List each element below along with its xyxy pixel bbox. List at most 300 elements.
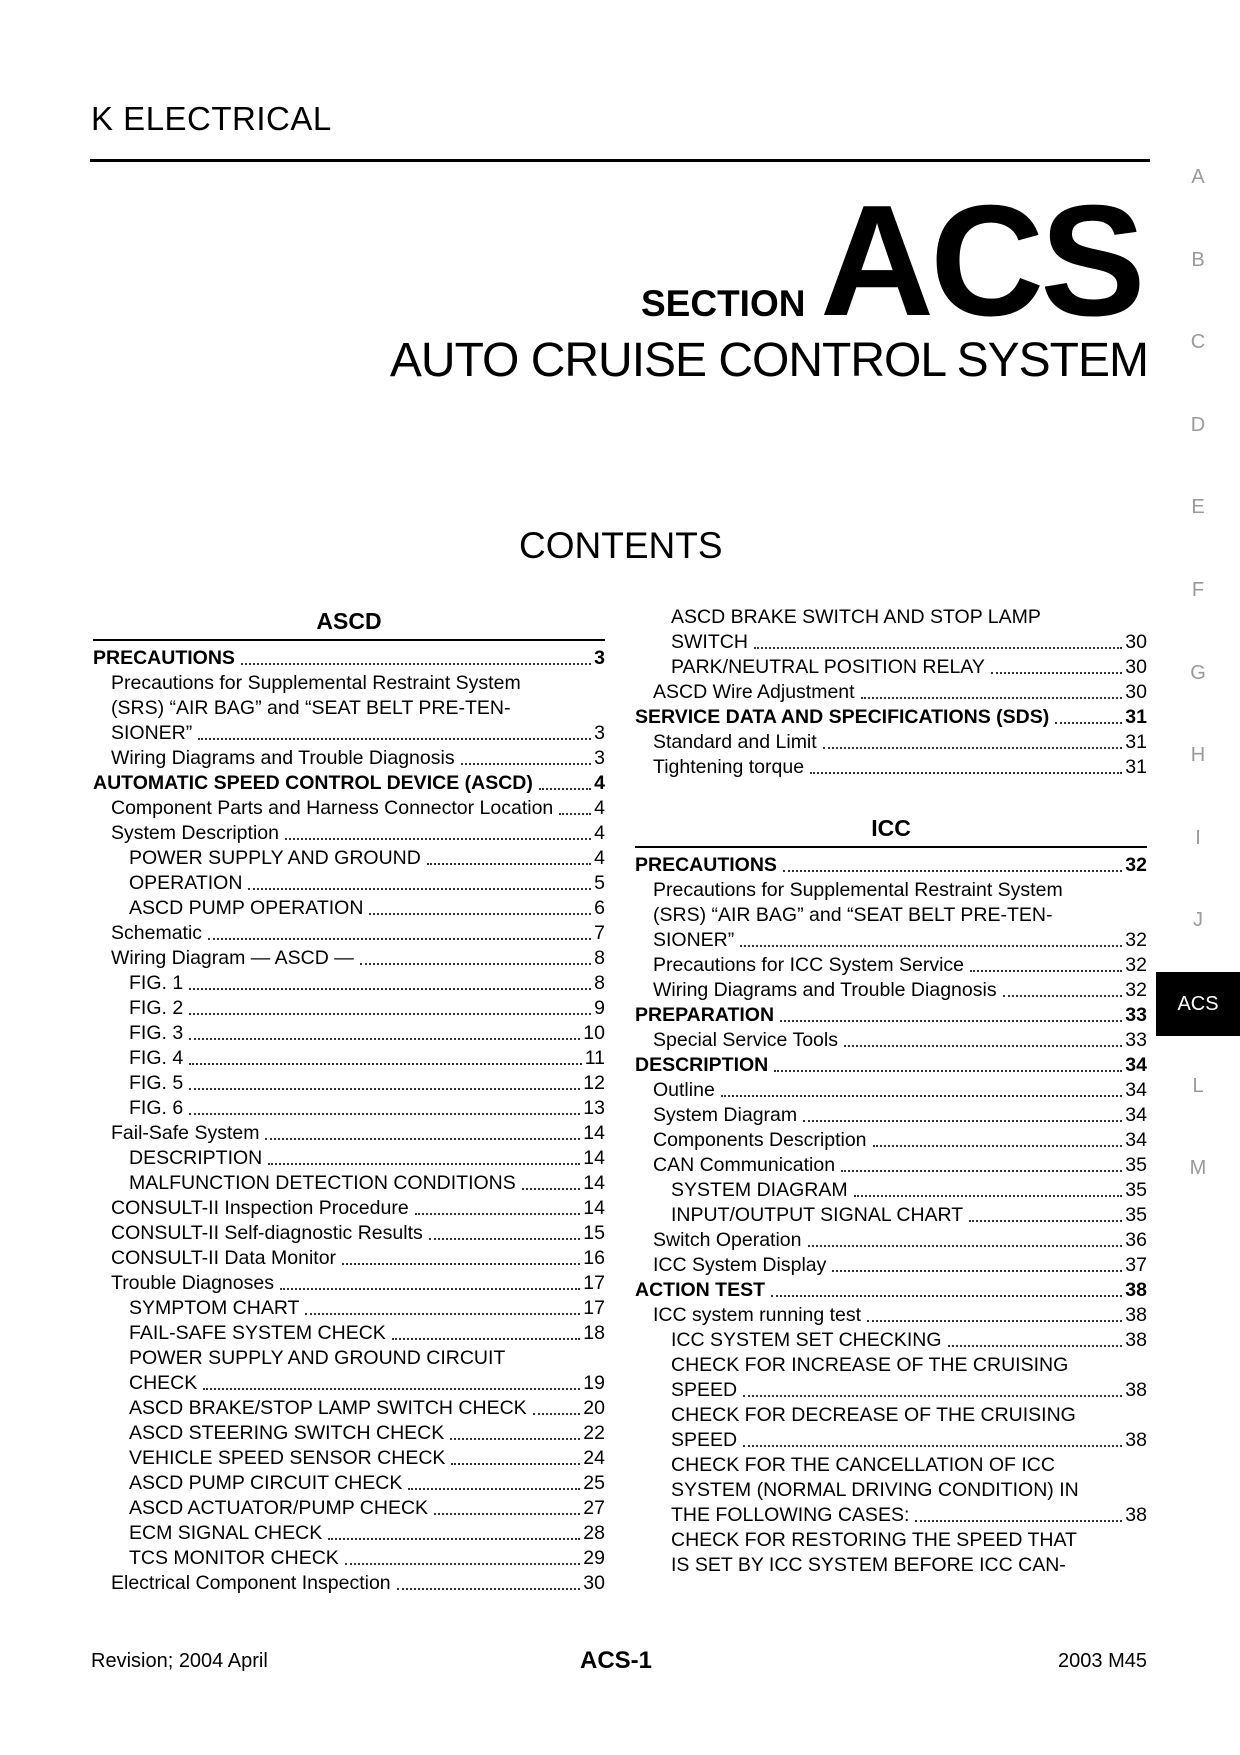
toc-entry[interactable] bbox=[635, 1353, 1147, 1378]
toc-entry-title: Fail-Safe System bbox=[111, 1122, 260, 1144]
toc-entry-page: 5 bbox=[594, 872, 605, 894]
toc-entry[interactable] bbox=[93, 1496, 605, 1521]
toc-entry-title: Wiring Diagrams and Trouble Diagnosis bbox=[111, 747, 455, 769]
toc-leader-dots bbox=[740, 945, 1122, 947]
toc-entry[interactable] bbox=[93, 1071, 605, 1096]
toc-leader-dots bbox=[285, 838, 591, 840]
toc-leader-dots bbox=[780, 1020, 1122, 1022]
toc-entry[interactable] bbox=[635, 953, 1147, 978]
toc-entry[interactable] bbox=[635, 903, 1147, 928]
toc-entry-page: 38 bbox=[1125, 1304, 1147, 1326]
toc-entry[interactable] bbox=[635, 1078, 1147, 1103]
toc-leader-dots bbox=[451, 1463, 580, 1465]
toc-entry[interactable] bbox=[635, 1553, 1147, 1578]
toc-entry[interactable] bbox=[93, 671, 605, 696]
toc-entry-page: 33 bbox=[1125, 1004, 1147, 1026]
toc-entry[interactable] bbox=[93, 1421, 605, 1446]
toc-leader-dots bbox=[539, 788, 591, 790]
toc-leader-dots bbox=[345, 1563, 580, 1565]
toc-entry[interactable] bbox=[93, 796, 605, 821]
toc-entry-title: SIONER” bbox=[653, 929, 735, 951]
toc-entry-title: PREPARATION bbox=[635, 1004, 775, 1026]
toc-entry-title: Wiring Diagram — ASCD — bbox=[111, 947, 354, 969]
toc-entry-page: 17 bbox=[583, 1297, 605, 1319]
toc-entry-title: FIG. 5 bbox=[129, 1072, 184, 1094]
header-rule bbox=[90, 159, 1150, 162]
toc-entry-title: AUTOMATIC SPEED CONTROL DEVICE (ASCD) bbox=[93, 772, 533, 794]
toc-entry-page: 10 bbox=[583, 1022, 605, 1044]
toc-entry-title: FIG. 1 bbox=[129, 972, 184, 994]
toc-entry-title: Trouble Diagnoses bbox=[111, 1272, 274, 1294]
toc-list-ascd bbox=[93, 646, 605, 1596]
section-tab-g[interactable]: G bbox=[1190, 661, 1206, 684]
toc-leader-dots bbox=[948, 1345, 1123, 1347]
toc-leader-dots bbox=[268, 1163, 580, 1165]
toc-entry-title: VEHICLE SPEED SENSOR CHECK bbox=[129, 1447, 446, 1469]
toc-entry[interactable] bbox=[635, 680, 1147, 705]
toc-entry-page: 34 bbox=[1125, 1129, 1147, 1151]
toc-leader-dots bbox=[408, 1488, 580, 1490]
toc-entry-title: PRECAUTIONS bbox=[635, 854, 777, 876]
toc-entry[interactable] bbox=[635, 630, 1147, 655]
toc-leader-dots bbox=[198, 738, 591, 740]
toc-leader-dots bbox=[461, 763, 592, 765]
toc-entry[interactable] bbox=[93, 946, 605, 971]
toc-entry-page: 30 bbox=[1125, 631, 1147, 653]
toc-entry-title: Component Parts and Harness Connector Location bbox=[111, 797, 554, 819]
toc-entry[interactable] bbox=[635, 1228, 1147, 1253]
toc-entry-title: ASCD BRAKE SWITCH AND STOP LAMP bbox=[671, 606, 1041, 628]
toc-entry[interactable] bbox=[635, 1103, 1147, 1128]
toc-leader-dots bbox=[810, 772, 1122, 774]
toc-entry[interactable] bbox=[93, 1471, 605, 1496]
toc-entry-title: Schematic bbox=[111, 922, 203, 944]
toc-entry-page: 20 bbox=[583, 1397, 605, 1419]
toc-entry-title: PARK/NEUTRAL POSITION RELAY bbox=[671, 656, 985, 678]
toc-entry[interactable] bbox=[93, 846, 605, 871]
toc-entry-page: 32 bbox=[1125, 929, 1147, 951]
toc-heading-rule bbox=[93, 639, 605, 641]
chapter-title: K ELECTRICAL bbox=[91, 100, 332, 137]
section-tab-h[interactable]: H bbox=[1190, 744, 1206, 767]
toc-leader-dots bbox=[189, 1038, 580, 1040]
toc-entry-title: ASCD Wire Adjustment bbox=[653, 681, 855, 703]
toc-entry[interactable] bbox=[635, 1153, 1147, 1178]
toc-leader-dots bbox=[1055, 722, 1122, 724]
toc-entry-title: CHECK bbox=[129, 1372, 198, 1394]
toc-entry[interactable] bbox=[93, 646, 605, 671]
toc-entry[interactable] bbox=[635, 928, 1147, 953]
toc-entry-title: ASCD PUMP CIRCUIT CHECK bbox=[129, 1472, 403, 1494]
toc-entry[interactable] bbox=[635, 978, 1147, 1003]
toc-leader-dots bbox=[189, 1063, 582, 1065]
section-tab-b[interactable]: B bbox=[1191, 248, 1205, 271]
toc-entry-title: SERVICE DATA AND SPECIFICATIONS (SDS) bbox=[635, 706, 1050, 728]
section-label: SECTION bbox=[641, 283, 806, 324]
toc-entry[interactable] bbox=[93, 1046, 605, 1071]
toc-entry-title: FIG. 6 bbox=[129, 1097, 184, 1119]
toc-entry[interactable] bbox=[635, 1128, 1147, 1153]
toc-entry-title: OPERATION bbox=[129, 872, 243, 894]
toc-entry-page: 9 bbox=[594, 997, 605, 1019]
toc-entry-title: System Diagram bbox=[653, 1104, 798, 1126]
toc-entry-title: THE FOLLOWING CASES: bbox=[671, 1504, 910, 1526]
toc-entry-page: 34 bbox=[1125, 1079, 1147, 1101]
toc-entry[interactable] bbox=[93, 1096, 605, 1121]
toc-entry[interactable] bbox=[635, 1303, 1147, 1328]
toc-leader-dots bbox=[434, 1513, 580, 1515]
toc-leader-dots bbox=[189, 1113, 580, 1115]
toc-entry[interactable] bbox=[93, 1546, 605, 1571]
toc-entry-page: 24 bbox=[583, 1447, 605, 1469]
toc-leader-dots bbox=[754, 647, 1122, 649]
toc-entry-title: Wiring Diagrams and Trouble Diagnosis bbox=[653, 979, 997, 1001]
toc-entry[interactable] bbox=[635, 1453, 1147, 1478]
toc-leader-dots bbox=[969, 1220, 1122, 1222]
toc-entry-page: 3 bbox=[594, 647, 605, 669]
toc-entry-title: Standard and Limit bbox=[653, 731, 817, 753]
toc-entry-page: 27 bbox=[583, 1497, 605, 1519]
footer-model: 2003 M45 bbox=[1058, 1650, 1147, 1672]
toc-entry-title: ICC SYSTEM SET CHECKING bbox=[671, 1329, 942, 1351]
toc-entry-page: 33 bbox=[1125, 1029, 1147, 1051]
toc-leader-dots bbox=[369, 913, 591, 915]
toc-entry-title: Special Service Tools bbox=[653, 1029, 838, 1051]
toc-entry-page: 31 bbox=[1125, 731, 1147, 753]
toc-entry-title: FIG. 4 bbox=[129, 1047, 184, 1069]
toc-entry-title: ECM SIGNAL CHECK bbox=[129, 1522, 323, 1544]
toc-column-right bbox=[635, 605, 1147, 1578]
toc-entry[interactable] bbox=[635, 1278, 1147, 1303]
toc-leader-dots bbox=[808, 1245, 1123, 1247]
toc-list-icc bbox=[635, 853, 1147, 1578]
toc-entry-page: 8 bbox=[594, 947, 605, 969]
toc-entry-page: 28 bbox=[583, 1522, 605, 1544]
toc-leader-dots bbox=[743, 1445, 1122, 1447]
toc-entry[interactable] bbox=[93, 821, 605, 846]
toc-entry-page: 12 bbox=[583, 1072, 605, 1094]
toc-entry-title: (SRS) “AIR BAG” and “SEAT BELT PRE-TEN- bbox=[653, 904, 1053, 926]
toc-entry[interactable] bbox=[93, 721, 605, 746]
toc-entry[interactable] bbox=[93, 771, 605, 796]
toc-leader-dots bbox=[970, 970, 1122, 972]
toc-entry[interactable] bbox=[93, 746, 605, 771]
toc-entry-page: 14 bbox=[583, 1147, 605, 1169]
toc-entry-title: FIG. 3 bbox=[129, 1022, 184, 1044]
toc-entry-page: 32 bbox=[1125, 979, 1147, 1001]
toc-entry-title: SYSTEM (NORMAL DRIVING CONDITION) IN bbox=[671, 1479, 1079, 1501]
toc-entry-page: 14 bbox=[583, 1172, 605, 1194]
toc-entry[interactable] bbox=[93, 1271, 605, 1296]
section-tab-c[interactable]: C bbox=[1190, 331, 1206, 354]
toc-entry-title: DESCRIPTION bbox=[635, 1054, 769, 1076]
toc-entry-page: 29 bbox=[583, 1547, 605, 1569]
toc-entry-page: 3 bbox=[594, 722, 605, 744]
toc-leader-dots bbox=[867, 1320, 1122, 1322]
section-tab-m[interactable]: M bbox=[1189, 1157, 1207, 1180]
toc-list-ascd-continued bbox=[635, 605, 1147, 780]
toc-entry[interactable] bbox=[93, 1396, 605, 1421]
toc-entry[interactable] bbox=[93, 996, 605, 1021]
toc-entry-title: Electrical Component Inspection bbox=[111, 1572, 391, 1594]
toc-leader-dots bbox=[743, 1395, 1122, 1397]
toc-entry-title: Switch Operation bbox=[653, 1229, 802, 1251]
toc-leader-dots bbox=[861, 697, 1123, 699]
toc-leader-dots bbox=[265, 1138, 580, 1140]
toc-entry-title: DESCRIPTION bbox=[129, 1147, 263, 1169]
toc-entry-page: 4 bbox=[594, 822, 605, 844]
toc-leader-dots bbox=[392, 1338, 580, 1340]
toc-entry-title: ACTION TEST bbox=[635, 1279, 765, 1301]
toc-entry-page: 38 bbox=[1125, 1279, 1147, 1301]
toc-entry-page: 38 bbox=[1125, 1329, 1147, 1351]
section-tab-f[interactable]: F bbox=[1191, 579, 1205, 601]
section-tab-d[interactable]: D bbox=[1190, 413, 1206, 436]
toc-entry[interactable] bbox=[93, 971, 605, 996]
toc-entry-page: 18 bbox=[583, 1322, 605, 1344]
toc-entry[interactable] bbox=[93, 1346, 605, 1371]
toc-entry[interactable] bbox=[93, 1021, 605, 1046]
toc-entry-page: 35 bbox=[1125, 1154, 1147, 1176]
toc-heading-ascd: ASCD bbox=[316, 608, 382, 634]
toc-leader-dots bbox=[208, 938, 591, 940]
toc-entry-title: CHECK FOR THE CANCELLATION OF ICC bbox=[671, 1454, 1055, 1476]
toc-entry-title: ASCD ACTUATOR/PUMP CHECK bbox=[129, 1497, 429, 1519]
toc-entry-page: 31 bbox=[1125, 756, 1147, 778]
toc-entry-page: 4 bbox=[594, 847, 605, 869]
toc-entry-title: ASCD PUMP OPERATION bbox=[129, 897, 364, 919]
toc-leader-dots bbox=[189, 1088, 580, 1090]
toc-leader-dots bbox=[721, 1095, 1123, 1097]
toc-entry-title: Precautions for Supplemental Restraint System bbox=[111, 672, 521, 694]
toc-entry-title: TCS MONITOR CHECK bbox=[129, 1547, 339, 1569]
toc-entry[interactable] bbox=[93, 1521, 605, 1546]
toc-entry-title: CAN Communication bbox=[653, 1154, 836, 1176]
toc-entry-page: 34 bbox=[1125, 1054, 1147, 1076]
toc-entry[interactable] bbox=[93, 921, 605, 946]
toc-entry[interactable] bbox=[93, 871, 605, 896]
toc-entry[interactable] bbox=[635, 1503, 1147, 1528]
toc-entry-title: SYSTEM DIAGRAM bbox=[671, 1179, 848, 1201]
footer-page-id: ACS-1 bbox=[580, 1647, 653, 1674]
section-tab-l[interactable]: L bbox=[1192, 1074, 1204, 1097]
toc-entry[interactable] bbox=[93, 1196, 605, 1221]
section-title: AUTO CRUISE CONTROL SYSTEM bbox=[389, 334, 1148, 387]
toc-entry-title: (SRS) “AIR BAG” and “SEAT BELT PRE-TEN- bbox=[111, 697, 511, 719]
toc-leader-dots bbox=[832, 1270, 1122, 1272]
toc-entry-title: CHECK FOR INCREASE OF THE CRUISING bbox=[671, 1354, 1069, 1376]
toc-entry-title: INPUT/OUTPUT SIGNAL CHART bbox=[671, 1204, 964, 1226]
toc-entry[interactable] bbox=[635, 1053, 1147, 1078]
toc-entry[interactable] bbox=[635, 1028, 1147, 1053]
toc-entry[interactable] bbox=[93, 1221, 605, 1246]
toc-entry-page: 14 bbox=[583, 1122, 605, 1144]
toc-entry-title: SPEED bbox=[671, 1379, 738, 1401]
toc-entry[interactable] bbox=[635, 853, 1147, 878]
toc-entry-page: 13 bbox=[583, 1097, 605, 1119]
toc-leader-dots bbox=[533, 1413, 581, 1415]
toc-entry-page: 11 bbox=[584, 1047, 605, 1069]
toc-entry-title: POWER SUPPLY AND GROUND bbox=[129, 847, 421, 869]
toc-entry-title: CONSULT-II Self-diagnostic Results bbox=[111, 1222, 423, 1244]
toc-entry-page: 30 bbox=[1125, 681, 1147, 703]
toc-entry-page: 4 bbox=[594, 797, 605, 819]
toc-entry-page: 32 bbox=[1125, 854, 1147, 876]
toc-entry-page: 19 bbox=[583, 1372, 605, 1394]
toc-entry-page: 6 bbox=[594, 897, 605, 919]
toc-leader-dots bbox=[241, 663, 591, 665]
toc-entry-page: 38 bbox=[1125, 1504, 1147, 1526]
toc-heading-rule bbox=[635, 846, 1147, 848]
toc-entry-page: 38 bbox=[1125, 1429, 1147, 1451]
toc-leader-dots bbox=[429, 1238, 581, 1240]
toc-entry[interactable] bbox=[635, 878, 1147, 903]
toc-entry-title: SYMPTOM CHART bbox=[129, 1297, 300, 1319]
toc-entry[interactable] bbox=[635, 655, 1147, 680]
toc-entry-page: 4 bbox=[594, 772, 605, 794]
toc-entry[interactable] bbox=[93, 1246, 605, 1271]
toc-entry[interactable] bbox=[635, 705, 1147, 730]
toc-leader-dots bbox=[189, 1013, 591, 1015]
toc-entry[interactable] bbox=[93, 1321, 605, 1346]
toc-leader-dots bbox=[397, 1588, 581, 1590]
toc-entry-title: Outline bbox=[653, 1079, 715, 1101]
toc-leader-dots bbox=[450, 1438, 580, 1440]
toc-entry-page: 35 bbox=[1125, 1204, 1147, 1226]
toc-column-ascd bbox=[93, 603, 605, 1596]
toc-entry-title: ASCD STEERING SWITCH CHECK bbox=[129, 1422, 445, 1444]
toc-entry[interactable] bbox=[635, 1403, 1147, 1428]
toc-entry-title: CHECK FOR RESTORING THE SPEED THAT bbox=[671, 1529, 1077, 1551]
toc-entry[interactable] bbox=[93, 896, 605, 921]
toc-entry-title: CHECK FOR DECREASE OF THE CRUISING bbox=[671, 1404, 1076, 1426]
toc-leader-dots bbox=[873, 1145, 1123, 1147]
toc-entry-page: 31 bbox=[1125, 706, 1147, 728]
toc-entry-page: 37 bbox=[1125, 1254, 1147, 1276]
toc-entry-title: Components Description bbox=[653, 1129, 867, 1151]
toc-leader-dots bbox=[248, 888, 591, 890]
toc-leader-dots bbox=[844, 1045, 1122, 1047]
toc-entry-title: IS SET BY ICC SYSTEM BEFORE ICC CAN- bbox=[671, 1554, 1066, 1576]
toc-entry[interactable] bbox=[635, 1253, 1147, 1278]
toc-entry[interactable] bbox=[93, 1121, 605, 1146]
toc-entry-page: 25 bbox=[583, 1472, 605, 1494]
toc-entry[interactable] bbox=[93, 1171, 605, 1196]
toc-entry-title: CONSULT-II Inspection Procedure bbox=[111, 1197, 409, 1219]
contents-title: CONTENTS bbox=[519, 525, 723, 566]
toc-entry-page: 30 bbox=[583, 1572, 605, 1594]
toc-entry[interactable] bbox=[635, 1178, 1147, 1203]
toc-leader-dots bbox=[803, 1120, 1122, 1122]
toc-entry[interactable] bbox=[93, 1371, 605, 1396]
toc-leader-dots bbox=[360, 963, 591, 965]
toc-entry-title: SIONER” bbox=[111, 722, 193, 744]
toc-entry-title: System Description bbox=[111, 822, 279, 844]
toc-leader-dots bbox=[771, 1295, 1122, 1297]
section-code: ACS bbox=[820, 173, 1142, 349]
toc-entry[interactable] bbox=[635, 1203, 1147, 1228]
toc-entry[interactable] bbox=[93, 1296, 605, 1321]
toc-entry-page: 30 bbox=[1125, 656, 1147, 678]
toc-entry-title: PRECAUTIONS bbox=[93, 647, 235, 669]
toc-entry[interactable] bbox=[635, 1478, 1147, 1503]
toc-entry-page: 38 bbox=[1125, 1379, 1147, 1401]
section-tab-j[interactable]: J bbox=[1193, 909, 1203, 932]
toc-leader-dots bbox=[783, 870, 1122, 872]
toc-entry-title: MALFUNCTION DETECTION CONDITIONS bbox=[129, 1172, 516, 1194]
toc-entry-page: 16 bbox=[583, 1247, 605, 1269]
toc-heading-icc: ICC bbox=[871, 815, 911, 841]
section-tab-a[interactable]: A bbox=[1191, 166, 1205, 188]
toc-entry[interactable] bbox=[93, 696, 605, 721]
toc-entry-page: 36 bbox=[1125, 1229, 1147, 1251]
toc-entry[interactable] bbox=[635, 1003, 1147, 1028]
toc-leader-dots bbox=[342, 1263, 580, 1265]
toc-leader-dots bbox=[522, 1188, 581, 1190]
toc-entry-page: 7 bbox=[594, 922, 605, 944]
toc-entry-title: SPEED bbox=[671, 1429, 738, 1451]
toc-entry-page: 35 bbox=[1125, 1179, 1147, 1201]
toc-entry-title: ASCD BRAKE/STOP LAMP SWITCH CHECK bbox=[129, 1397, 527, 1419]
toc-entry-title: Precautions for ICC System Service bbox=[653, 954, 965, 976]
toc-leader-dots bbox=[774, 1070, 1122, 1072]
toc-entry[interactable] bbox=[93, 1571, 605, 1596]
toc-entry-page: 14 bbox=[583, 1197, 605, 1219]
toc-entry-title: CONSULT-II Data Monitor bbox=[111, 1247, 337, 1269]
toc-leader-dots bbox=[841, 1170, 1122, 1172]
toc-entry[interactable] bbox=[635, 1378, 1147, 1403]
section-tab-e[interactable]: E bbox=[1191, 496, 1205, 519]
toc-leader-dots bbox=[427, 863, 591, 865]
footer-revision: Revision; 2004 April bbox=[91, 1650, 268, 1672]
toc-entry-page: 3 bbox=[594, 747, 605, 769]
toc-entry-title: FIG. 2 bbox=[129, 997, 184, 1019]
toc-leader-dots bbox=[305, 1313, 580, 1315]
toc-leader-dots bbox=[854, 1195, 1123, 1197]
toc-leader-dots bbox=[189, 988, 591, 990]
toc-leader-dots bbox=[280, 1288, 580, 1290]
toc-entry-page: 8 bbox=[594, 972, 605, 994]
toc-entry[interactable] bbox=[635, 755, 1147, 780]
toc-leader-dots bbox=[915, 1520, 1122, 1522]
toc-entry-title: FAIL-SAFE SYSTEM CHECK bbox=[129, 1322, 386, 1344]
toc-entry-title: Tightening torque bbox=[653, 756, 805, 778]
toc-entry[interactable] bbox=[635, 605, 1147, 630]
toc-entry-title: ICC System Display bbox=[653, 1254, 827, 1276]
toc-leader-dots bbox=[415, 1213, 581, 1215]
toc-entry-page: 22 bbox=[583, 1422, 605, 1444]
section-tab-i[interactable]: I bbox=[1195, 826, 1201, 849]
toc-entry[interactable] bbox=[93, 1446, 605, 1471]
toc-leader-dots bbox=[559, 813, 591, 815]
toc-entry-title: SWITCH bbox=[671, 631, 748, 653]
toc-entry-page: 32 bbox=[1125, 954, 1147, 976]
toc-entry[interactable] bbox=[635, 1428, 1147, 1453]
toc-leader-dots bbox=[1003, 995, 1123, 997]
toc-entry[interactable] bbox=[635, 1328, 1147, 1353]
toc-leader-dots bbox=[203, 1388, 580, 1390]
toc-leader-dots bbox=[823, 747, 1123, 749]
section-tab-acs[interactable]: ACS bbox=[1156, 972, 1240, 1036]
toc-entry-page: 15 bbox=[583, 1222, 605, 1244]
toc-entry-page: 17 bbox=[583, 1272, 605, 1294]
toc-entry[interactable] bbox=[635, 1528, 1147, 1553]
toc-leader-dots bbox=[991, 672, 1122, 674]
toc-entry-title: Precautions for Supplemental Restraint System bbox=[653, 879, 1063, 901]
toc-entry[interactable] bbox=[635, 730, 1147, 755]
toc-entry[interactable] bbox=[93, 1146, 605, 1171]
toc-leader-dots bbox=[328, 1538, 580, 1540]
